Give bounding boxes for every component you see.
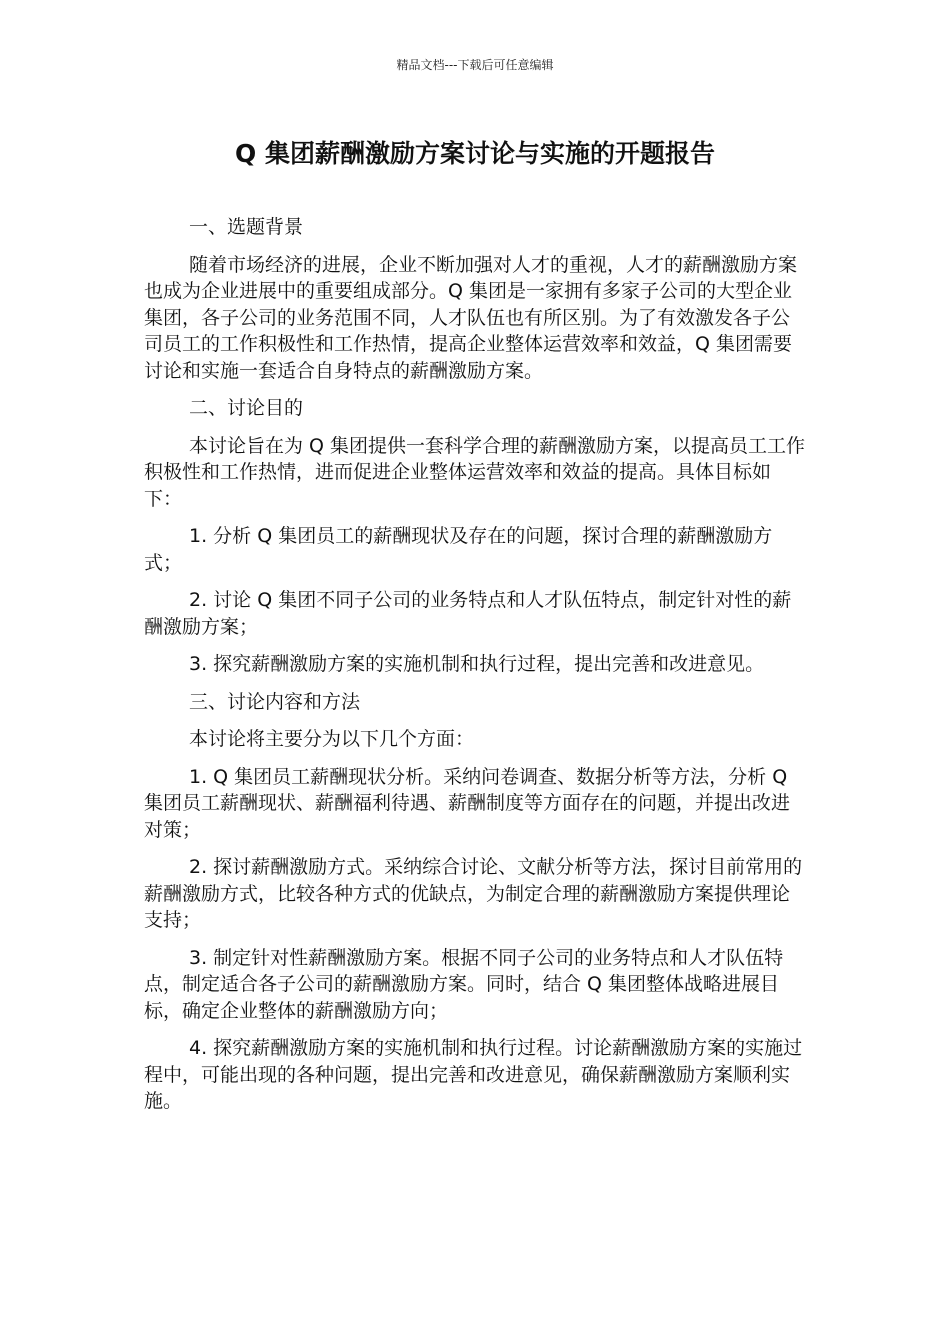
section-heading: 一、选题背景 bbox=[189, 216, 304, 238]
list-item: 3. 制定针对性薪酬激励方案。根据不同子公司的业务特点和人才队伍特点，制定适合各子公司的薪酬激励方案。同时，结合 Q 集团整体战略进展目标，确定企业整体的薪酬激励方向； bbox=[144, 946, 784, 1022]
content-list bbox=[144, 764, 806, 1115]
document-body bbox=[144, 214, 806, 1126]
section-content-method bbox=[144, 689, 806, 1115]
paragraph: 本讨论将主要分为以下几个方面： bbox=[189, 728, 475, 750]
list-item: 3. 探究薪酬激励方案的实施机制和执行过程，提出完善和改进意见。 bbox=[189, 653, 765, 675]
section-heading: 三、讨论内容和方法 bbox=[189, 690, 361, 713]
paragraph: 本讨论旨在为 Q 集团提供一套科学合理的薪酬激励方案，以提高员工工作积极性和工作热情，进而促进企业整体运营效率和效益的提高。具体目标如下： bbox=[144, 434, 806, 510]
section-heading: 二、讨论目的 bbox=[189, 397, 304, 419]
list-item: 2. 讨论 Q 集团不同子公司的业务特点和人才队伍特点，制定针对性的薪酬激励方案； bbox=[144, 589, 792, 638]
section-purpose bbox=[144, 395, 806, 678]
list-item: 2. 探讨薪酬激励方式。采纳综合讨论、文献分析等方法，探讨目前常用的薪酬激励方式，比较各种方式的优缺点，为制定合理的薪酬激励方案提供理论支持； bbox=[144, 856, 803, 931]
list-item: 1. 分析 Q 集团员工的薪酬现状及存在的问题，探讨合理的薪酬激励方式； bbox=[144, 525, 773, 574]
objective-list bbox=[144, 523, 806, 678]
section-background bbox=[144, 214, 806, 384]
list-item: 1. Q 集团员工薪酬现状分析。采纳问卷调查、数据分析等方法，分析 Q 集团员工薪酬现状、薪酬福利待遇、薪酬制度等方面存在的问题，并提出改进对策； bbox=[144, 765, 791, 841]
list-item: 4. 探究薪酬激励方案的实施机制和执行过程。讨论薪酬激励方案的实施过程中，可能出现的各种问题，提出完善和改进意见，确保薪酬激励方案顺利实施。 bbox=[144, 1037, 803, 1112]
document-title: Q 集团薪酬激励方案讨论与实施的开题报告 bbox=[235, 139, 715, 168]
paragraph: 随着市场经济的进展，企业不断加强对人才的重视，人才的薪酬激励方案也成为企业进展中的重要组成部分。Q 集团是一家拥有多家子公司的大型企业集团，各子公司的业务范围不同，人才队伍也有所区别。为了有效激发各子公司员工的工作积极性和工作热情，提高企业整体运营效率和效益，Q 集团需要讨论和实施一套适合自身特点的薪酬激励方案。 bbox=[144, 253, 798, 382]
header-note: 精品文档---下载后可任意编辑 bbox=[396, 58, 554, 72]
